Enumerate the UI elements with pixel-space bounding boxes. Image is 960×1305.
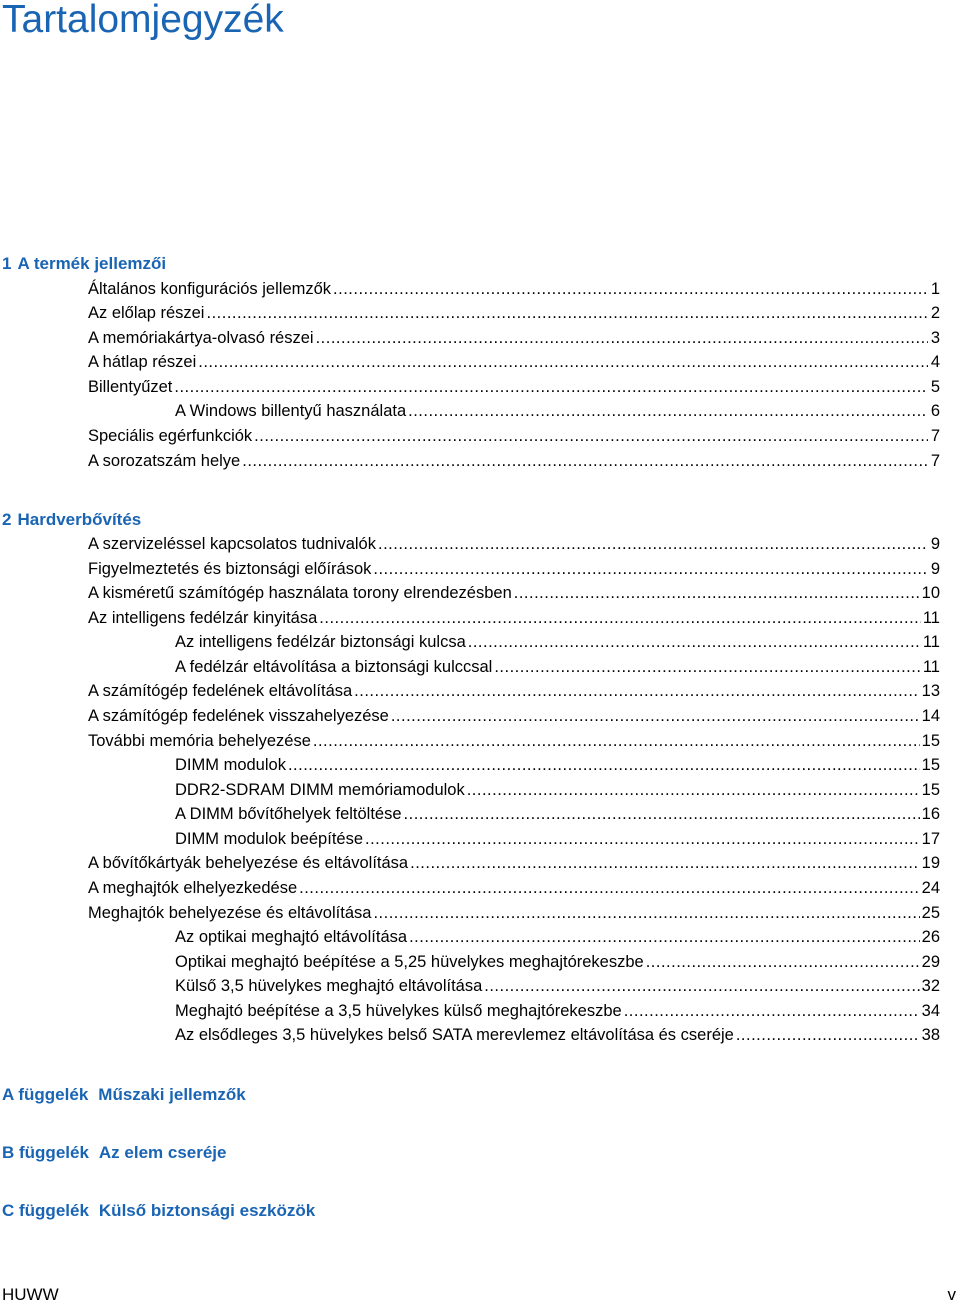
toc-page-number: 13 (921, 682, 940, 700)
leader-dots (288, 754, 920, 776)
toc-entry[interactable] (175, 1000, 940, 1022)
toc-page-number: 26 (921, 928, 940, 946)
toc-entry-label: A sorozatszám helye (88, 452, 241, 470)
leader-dots (354, 680, 919, 702)
toc-entry[interactable] (88, 376, 940, 398)
toc-page-number: 9 (930, 560, 940, 578)
toc-page-number: 11 (922, 609, 940, 627)
toc-page-number: 10 (921, 584, 940, 602)
leader-dots (365, 828, 920, 850)
toc-entry[interactable] (175, 926, 940, 948)
toc-entry-label: Külső 3,5 hüvelykes meghajtó eltávolítása (175, 977, 483, 995)
leader-dots (316, 327, 928, 349)
toc-entry[interactable] (88, 582, 940, 604)
toc-entry-label: Általános konfigurációs jellemzők (88, 280, 332, 298)
appendix-label: B függelék (2, 1143, 89, 1162)
toc-page-number: 7 (930, 427, 940, 445)
toc-entry-label: A bővítőkártyák behelyezése és eltávolítása (88, 854, 409, 872)
toc-entry-label: Az intelligens fedélzár kinyitása (88, 609, 318, 627)
appendix-label: A függelék (2, 1085, 89, 1104)
leader-dots (198, 351, 928, 373)
toc-entry[interactable] (175, 754, 940, 776)
section-title: A termék jellemzői (17, 254, 167, 273)
toc-page-number: 7 (930, 452, 940, 470)
leader-dots (319, 607, 921, 629)
leader-dots (313, 730, 920, 752)
toc-appendix-a[interactable] (2, 1085, 246, 1105)
toc-entry[interactable] (88, 533, 940, 555)
leader-dots (408, 400, 928, 422)
toc-page-number: 38 (921, 1026, 940, 1044)
leader-dots (254, 425, 928, 447)
section-title: Hardverbővítés (17, 510, 142, 529)
leader-dots (174, 376, 928, 398)
leader-dots (484, 975, 919, 997)
leader-dots (468, 631, 921, 653)
toc-entry-label: Az előlap részei (88, 304, 205, 322)
toc-page-number: 19 (921, 854, 940, 872)
toc-entry-label: DDR2-SDRAM DIMM memóriamodulok (175, 781, 465, 799)
toc-entry[interactable] (175, 779, 940, 801)
leader-dots (242, 450, 928, 472)
toc-entry-label: Billentyűzet (88, 378, 173, 396)
toc-entry-label: A szervizeléssel kapcsolatos tudnivalók (88, 535, 376, 553)
toc-page-number: 34 (921, 1002, 940, 1020)
toc-entry-label: Optikai meghajtó beépítése a 5,25 hüvelykes meghajtórekeszbe (175, 953, 644, 971)
toc-entry-label: Az elsődleges 3,5 hüvelykes belső SATA merevlemez eltávolítása és cseréje (175, 1026, 734, 1044)
toc-page-number: 32 (921, 977, 940, 995)
toc-entry-label: További memória behelyezése (88, 732, 311, 750)
leader-dots (378, 533, 928, 555)
toc-entry-label: A hátlap részei (88, 353, 197, 371)
toc-entry[interactable] (88, 607, 940, 629)
toc-entry-label: A fedélzár eltávolítása a biztonsági kulccsal (175, 658, 493, 676)
leader-dots (467, 779, 920, 801)
appendix-title: Külső biztonsági eszközök (98, 1201, 316, 1220)
toc-section-1[interactable] (2, 254, 166, 274)
toc-page-number: 3 (930, 329, 940, 347)
toc-entry-label: A Windows billentyű használata (175, 402, 407, 420)
toc-entry[interactable] (175, 400, 940, 422)
leader-dots (373, 558, 928, 580)
toc-page-number: 24 (921, 879, 940, 897)
toc-appendix-b[interactable] (2, 1143, 227, 1163)
toc-entry-label: A kisméretű számítógép használata torony elrendezésben (88, 584, 512, 602)
toc-page-number: 2 (930, 304, 940, 322)
toc-entry[interactable] (88, 302, 940, 324)
footer-doc-id: HUWW (2, 1285, 59, 1304)
toc-entry-label: Figyelmeztetés és biztonsági előírások (88, 560, 372, 578)
leader-dots (409, 926, 920, 948)
leader-dots (391, 705, 920, 727)
toc-page-number: 6 (930, 402, 940, 420)
toc-entry-label: A DIMM bővítőhelyek feltöltése (175, 805, 402, 823)
toc-entry-label: DIMM modulok (175, 756, 286, 774)
toc-entry[interactable] (88, 278, 940, 300)
leader-dots (646, 951, 920, 973)
appendix-label: C függelék (2, 1201, 89, 1220)
toc-entry[interactable] (88, 450, 940, 472)
toc-entry[interactable] (175, 951, 940, 973)
toc-entry-label: Meghajtó beépítése a 3,5 hüvelykes külső meghajtórekeszbe (175, 1002, 622, 1020)
toc-appendix-c[interactable] (2, 1201, 315, 1221)
toc-entry[interactable] (88, 852, 940, 874)
leader-dots (299, 877, 920, 899)
appendix-title: Az elem cseréje (98, 1143, 227, 1162)
leader-dots (624, 1000, 920, 1022)
toc-section-2[interactable] (2, 510, 141, 530)
appendix-title: Műszaki jellemzők (98, 1085, 246, 1104)
toc-entry-label: Az intelligens fedélzár biztonsági kulcsa (175, 633, 466, 651)
toc-page-number: 4 (930, 353, 940, 371)
toc-entry[interactable] (88, 558, 940, 580)
toc-page-number: 15 (921, 756, 940, 774)
toc-entry-label: A meghajtók elhelyezkedése (88, 879, 298, 897)
leader-dots (514, 582, 920, 604)
toc-entry[interactable] (88, 351, 940, 373)
section-number: 1 (2, 254, 12, 273)
toc-entry[interactable] (88, 680, 940, 702)
toc-entry[interactable] (175, 828, 940, 850)
toc-page-number: 1 (930, 280, 940, 298)
leader-dots (333, 278, 928, 300)
toc-page-number: 14 (921, 707, 940, 725)
toc-entry[interactable] (88, 425, 940, 447)
toc-entry[interactable] (175, 631, 940, 653)
toc-entry[interactable] (88, 327, 940, 349)
toc-page-number: 15 (921, 781, 940, 799)
toc-entry-label: Meghajtók behelyezése és eltávolítása (88, 904, 372, 922)
section-number: 2 (2, 510, 12, 529)
toc-page-number: 11 (922, 633, 940, 651)
leader-dots (736, 1024, 920, 1046)
toc-page-number: 29 (921, 953, 940, 971)
toc-entry-label: A számítógép fedelének eltávolítása (88, 682, 353, 700)
leader-dots (206, 302, 928, 324)
toc-page-number: 25 (921, 904, 940, 922)
toc-entry-label: Az optikai meghajtó eltávolítása (175, 928, 408, 946)
leader-dots (404, 803, 920, 825)
toc-page-number: 11 (922, 658, 940, 676)
toc-page-number: 5 (930, 378, 940, 396)
toc-entry[interactable] (88, 877, 940, 899)
toc-entry[interactable] (88, 730, 940, 752)
toc-page-number: 9 (930, 535, 940, 553)
toc-entry[interactable] (88, 705, 940, 727)
toc-entry-label: A számítógép fedelének visszahelyezése (88, 707, 389, 725)
toc-entry-label: A memóriakártya-olvasó részei (88, 329, 314, 347)
footer-page-number: v (947, 1285, 956, 1304)
toc-page-number: 17 (921, 830, 940, 848)
toc-page-number: 16 (921, 805, 940, 823)
toc-entry-label: Speciális egérfunkciók (88, 427, 253, 445)
leader-dots (373, 902, 919, 924)
toc-entry[interactable] (175, 1024, 940, 1046)
toc-entry-label: DIMM modulok beépítése (175, 830, 364, 848)
toc-entry[interactable] (175, 975, 940, 997)
leader-dots (494, 656, 921, 678)
leader-dots (410, 852, 920, 874)
toc-page-number: 15 (921, 732, 940, 750)
page-title: Tartalomjegyzék (2, 0, 284, 41)
toc-entry[interactable] (175, 803, 940, 825)
toc-entry[interactable] (175, 656, 940, 678)
toc-entry[interactable] (88, 902, 940, 924)
